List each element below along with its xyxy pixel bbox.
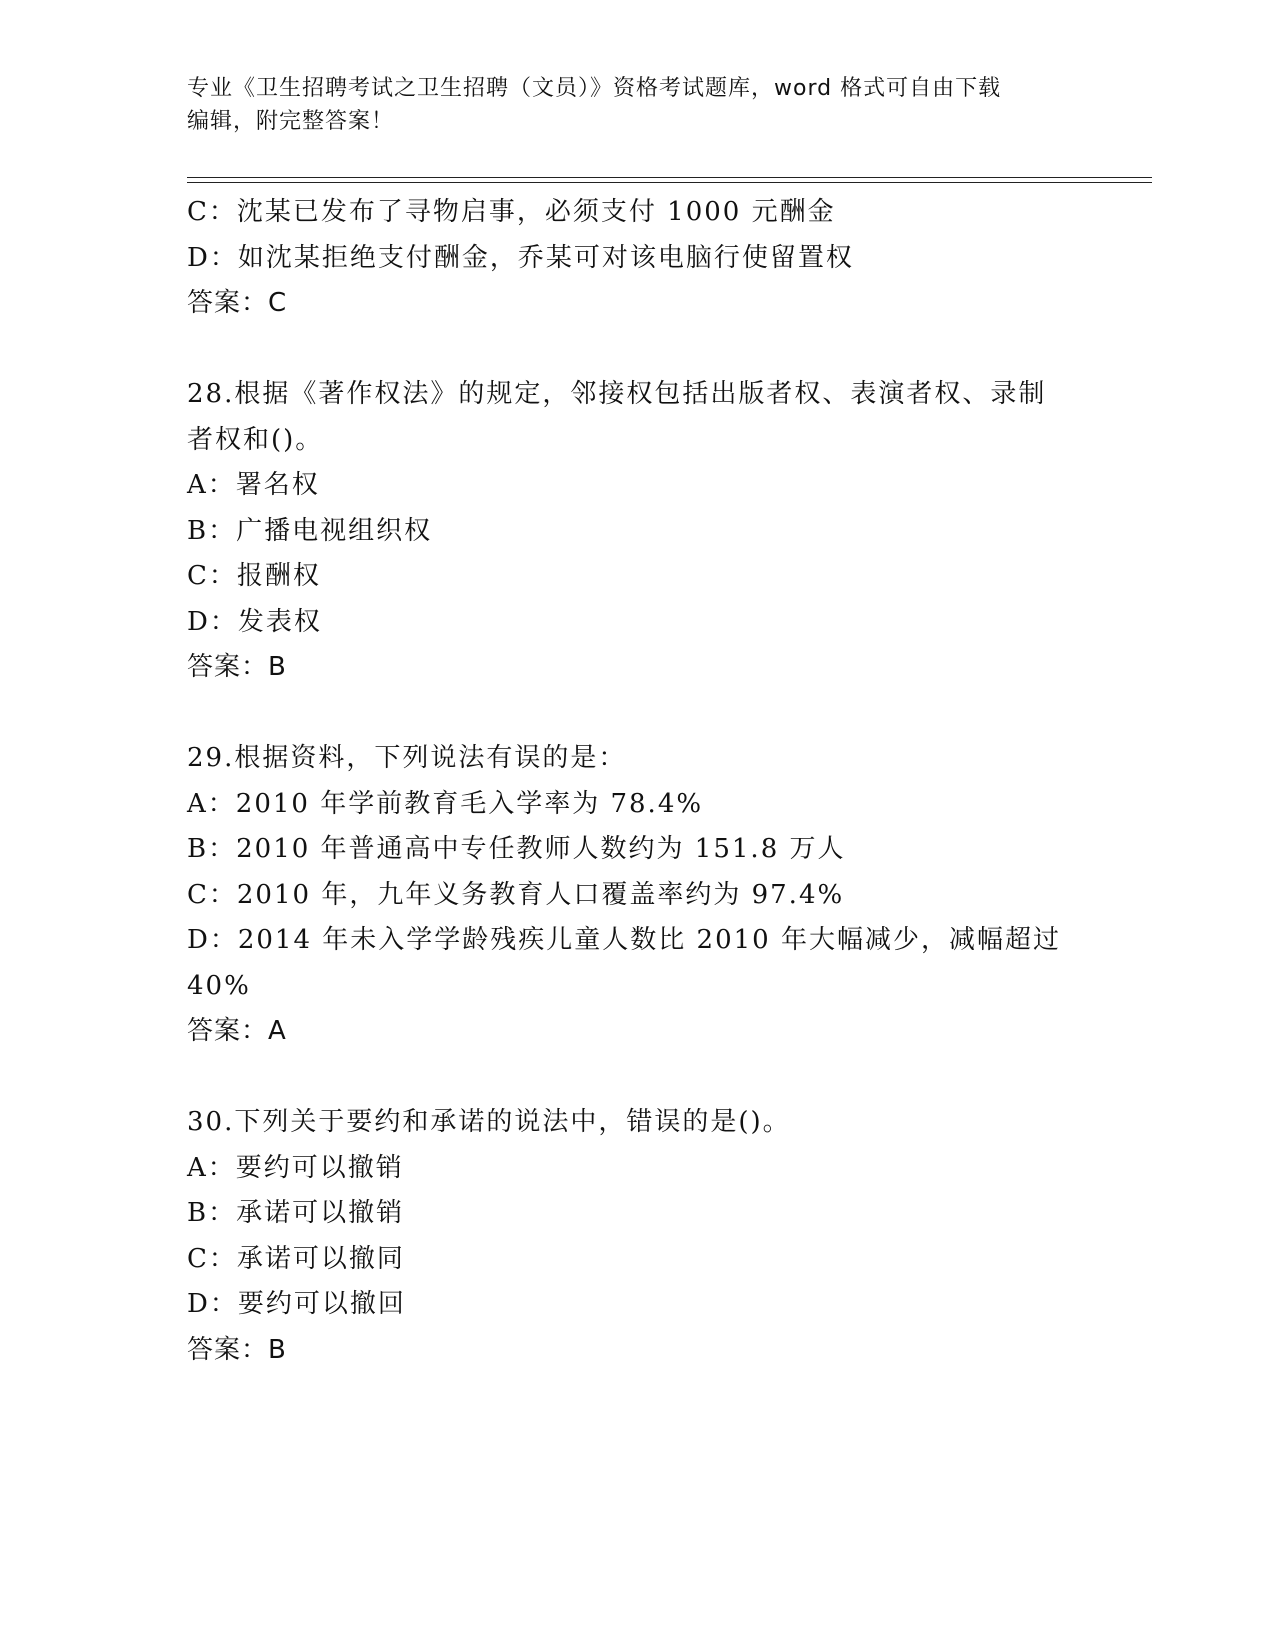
- answer-line: 答案：B: [187, 1334, 287, 1365]
- question-stem: 28.根据《著作权法》的规定，邻接权包括出版者权、表演者权、录制: [187, 379, 1047, 409]
- option-a: A：署名权: [187, 470, 320, 500]
- question-29: [187, 736, 1087, 1055]
- header-line-2: 编辑，附完整答案！: [187, 109, 395, 134]
- header-divider-bottom: [187, 182, 1152, 183]
- option-a: A：要约可以撤销: [187, 1152, 404, 1183]
- header-divider-top: [187, 177, 1152, 178]
- option-d-continued: 40%: [187, 970, 251, 1001]
- option-d: D：发表权: [187, 606, 322, 637]
- option-a: A：2010 年学前教育毛入学率为 78.4%: [187, 788, 704, 819]
- option-c: C：承诺可以撤同: [187, 1243, 405, 1274]
- option-b: B：承诺可以撤销: [187, 1198, 405, 1228]
- option-c: C：2010 年，九年义务教育人口覆盖率约为 97.4%: [187, 879, 845, 910]
- question-stem: 30.下列关于要约和承诺的说法中，错误的是()。: [187, 1107, 791, 1137]
- answer-line: 答案：A: [187, 1016, 287, 1046]
- option-d: D：如沈某拒绝支付酬金，乔某可对该电脑行使留置权: [187, 242, 854, 273]
- option-c: C：报酬权: [187, 561, 321, 591]
- option-c: C：沈某已发布了寻物启事，必须支付 1000 元酬金: [187, 197, 836, 227]
- option-d: D：要约可以撤回: [187, 1289, 406, 1319]
- answer-line: 答案：C: [187, 288, 288, 318]
- question-stem: 29.根据资料，下列说法有误的是：: [187, 743, 627, 773]
- question-28: [187, 372, 1087, 691]
- question-27-tail: [187, 190, 1087, 327]
- question-content: [187, 190, 1087, 1373]
- option-d: D：2014 年未入学学龄残疾儿童人数比 2010 年大幅减少，减幅超过: [187, 925, 1061, 955]
- question-30: [187, 1100, 1087, 1373]
- page-header: [187, 72, 1087, 138]
- option-b: B：广播电视组织权: [187, 515, 433, 546]
- option-b: B：2010 年普通高中专任教师人数约为 151.8 万人: [187, 834, 846, 864]
- header-line-1: 专业《卫生招聘考试之卫生招聘（文员）》资格考试题库，word 格式可自由下载: [187, 76, 1002, 101]
- answer-line: 答案：B: [187, 652, 287, 682]
- question-stem-continued: 者权和()。: [187, 424, 324, 455]
